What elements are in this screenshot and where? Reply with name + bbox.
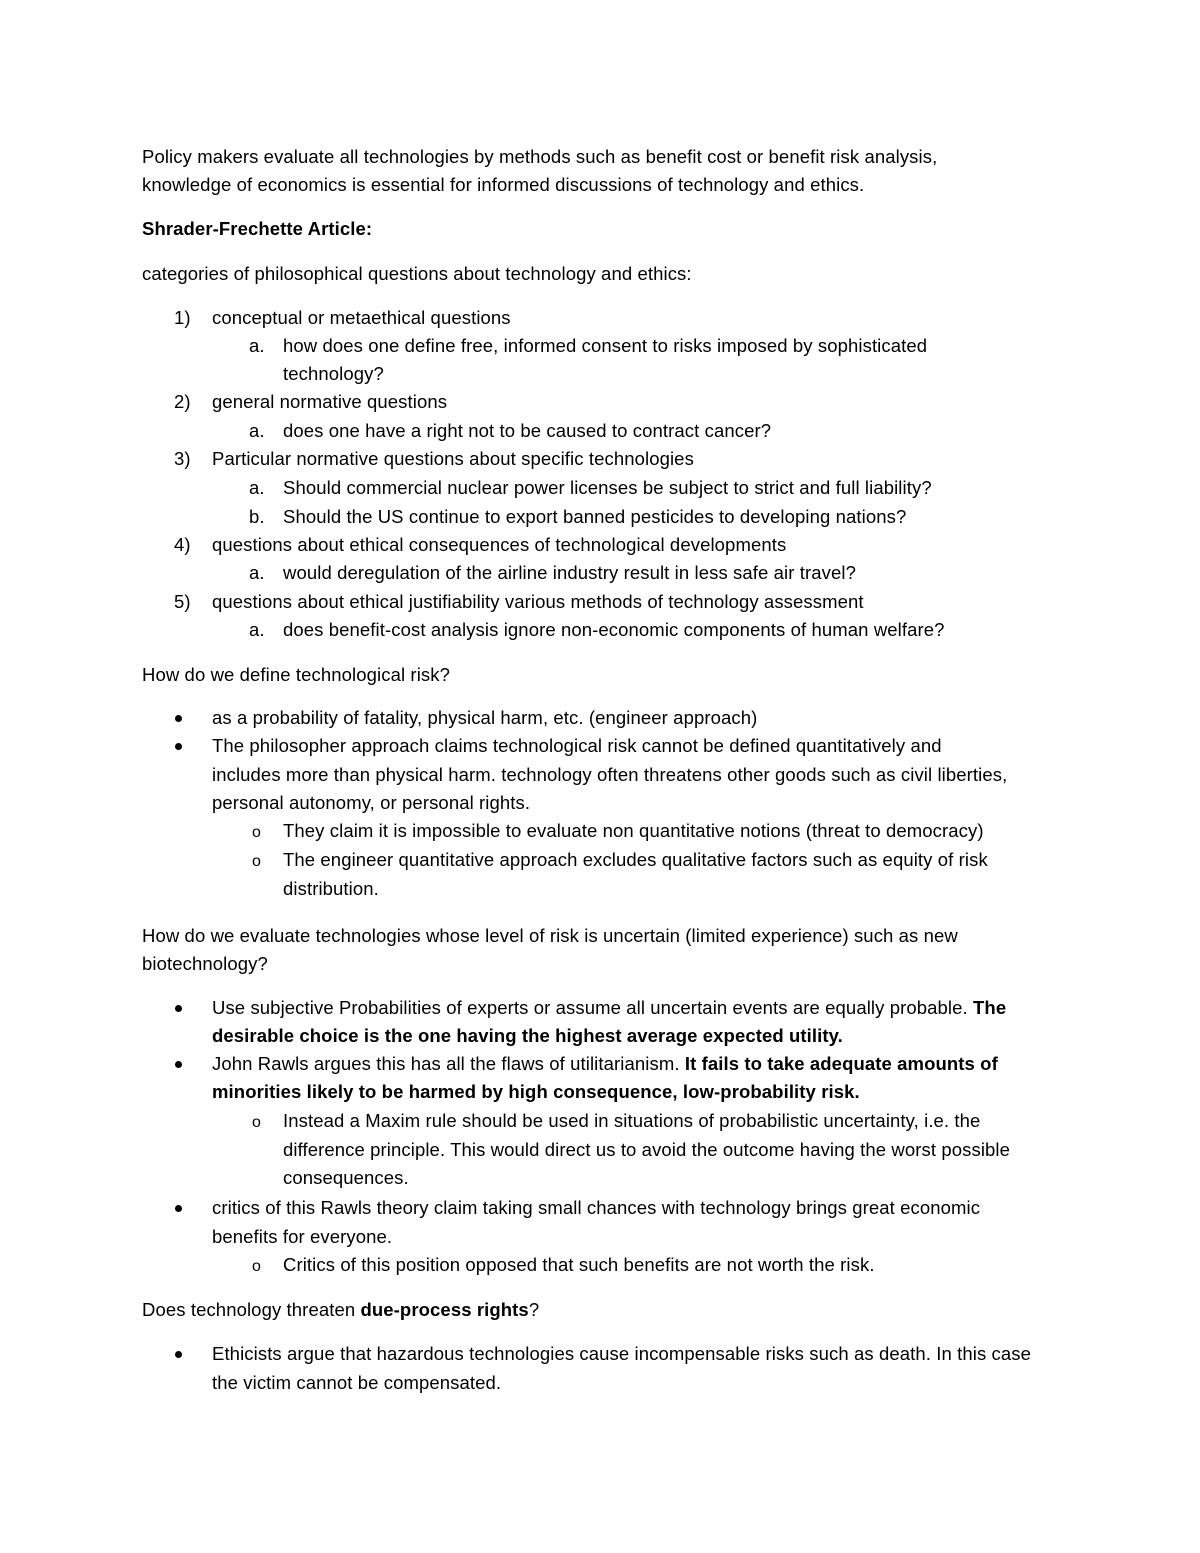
intro-line-2: knowledge of economics is essential for informed discussions of technology and ethics. (142, 174, 865, 195)
bullet-text: John Rawls argues this has all the flaws of utilitarianism. (212, 1053, 685, 1074)
sub-list-item: Should commercial nuclear power licenses be subject to strict and full liability? (283, 477, 932, 498)
bullet-item-cont: personal autonomy, or personal rights. (212, 792, 531, 813)
circle-bullet-icon: o (252, 1114, 261, 1131)
article-heading: Shrader-Frechette Article: (142, 218, 373, 239)
sub-bullet-item-cont: distribution. (283, 878, 379, 899)
circle-bullet-icon: o (252, 824, 261, 841)
list-item: questions about ethical consequences of technological developments (212, 534, 787, 555)
circle-bullet-icon: o (252, 853, 261, 870)
bullet-text: Use subjective Probabilities of experts or assume all uncertain events are equally probable. (212, 997, 974, 1018)
question-text-bold: due-process rights (360, 1299, 529, 1320)
bullet-text-bold: It fails to take adequate amounts of (684, 1053, 998, 1074)
sub-list-item: does benefit-cost analysis ignore non-economic components of human welfare? (283, 619, 945, 640)
circle-bullet-icon: o (252, 1258, 261, 1275)
bullet-item (212, 1053, 998, 1075)
bullet-item-cont: the victim cannot be compensated. (212, 1372, 502, 1393)
bullet-item: The philosopher approach claims technological risk cannot be defined quantitatively and (212, 735, 942, 756)
list-letter: a. (249, 562, 265, 583)
list-number: 4) (174, 534, 191, 555)
sub-list-item-cont: technology? (283, 363, 384, 384)
list-letter: a. (249, 477, 265, 498)
bullet-icon (175, 1005, 182, 1012)
bullet-item-cont: desirable choice is the one having the highest average expected utility. (212, 1025, 843, 1046)
bullet-item: as a probability of fatality, physical harm, etc. (engineer approach) (212, 707, 758, 728)
sub-bullet-item: They claim it is impossible to evaluate non quantitative notions (threat to democracy) (283, 820, 984, 841)
question-text: Does technology threaten (142, 1299, 361, 1320)
sub-bullet-item: Instead a Maxim rule should be used in situations of probabilistic uncertainty, i.e. the (283, 1110, 981, 1131)
sub-list-item: Should the US continue to export banned pesticides to developing nations? (283, 506, 907, 527)
section-question (142, 1299, 539, 1321)
list-number: 1) (174, 307, 191, 328)
list-number: 5) (174, 591, 191, 612)
sub-bullet-item-cont: consequences. (283, 1167, 409, 1188)
list-letter: a. (249, 335, 265, 356)
bullet-item-cont: minorities likely to be harmed by high consequence, low-probability risk. (212, 1081, 860, 1102)
section-question-cont: biotechnology? (142, 953, 268, 974)
bullet-item (212, 997, 1006, 1019)
bullet-text-bold: The (973, 997, 1007, 1018)
list-item: questions about ethical justifiability various methods of technology assessment (212, 591, 864, 612)
bullet-icon (175, 743, 182, 750)
list-letter: a. (249, 420, 265, 441)
bullet-item-cont: benefits for everyone. (212, 1226, 393, 1247)
intro-line-1: Policy makers evaluate all technologies by methods such as benefit cost or benefit risk analysis, (142, 146, 938, 167)
list-item: general normative questions (212, 391, 448, 412)
bullet-item: critics of this Rawls theory claim taking small chances with technology brings great economic (212, 1197, 981, 1218)
section-question: How do we evaluate technologies whose level of risk is uncertain (limited experience) such as new (142, 925, 958, 946)
list-number: 2) (174, 391, 191, 412)
list-letter: b. (249, 506, 265, 527)
sub-list-item: does one have a right not to be caused to contract cancer? (283, 420, 772, 441)
sub-bullet-item-cont: difference principle. This would direct us to avoid the outcome having the worst possible (283, 1139, 1011, 1160)
sub-bullet-item: The engineer quantitative approach excludes qualitative factors such as equity of risk (283, 849, 988, 870)
sub-list-item: would deregulation of the airline industry result in less safe air travel? (283, 562, 856, 583)
sub-bullet-item: Critics of this position opposed that such benefits are not worth the risk. (283, 1254, 875, 1275)
list-number: 3) (174, 448, 191, 469)
categories-intro: categories of philosophical questions about technology and ethics: (142, 263, 692, 284)
bullet-icon (175, 1205, 182, 1212)
list-item: conceptual or metaethical questions (212, 307, 511, 328)
bullet-item-cont: includes more than physical harm. technology often threatens other goods such as civil liberties, (212, 764, 1008, 785)
sub-list-item: how does one define free, informed consent to risks imposed by sophisticated (283, 335, 928, 356)
list-letter: a. (249, 619, 265, 640)
section-question: How do we define technological risk? (142, 664, 450, 685)
list-item: Particular normative questions about specific technologies (212, 448, 694, 469)
question-mark: ? (528, 1299, 540, 1320)
bullet-icon (175, 1061, 182, 1068)
bullet-icon (175, 715, 182, 722)
bullet-item: Ethicists argue that hazardous technologies cause incompensable risks such as death. In this case (212, 1343, 1032, 1364)
bullet-icon (175, 1351, 182, 1358)
